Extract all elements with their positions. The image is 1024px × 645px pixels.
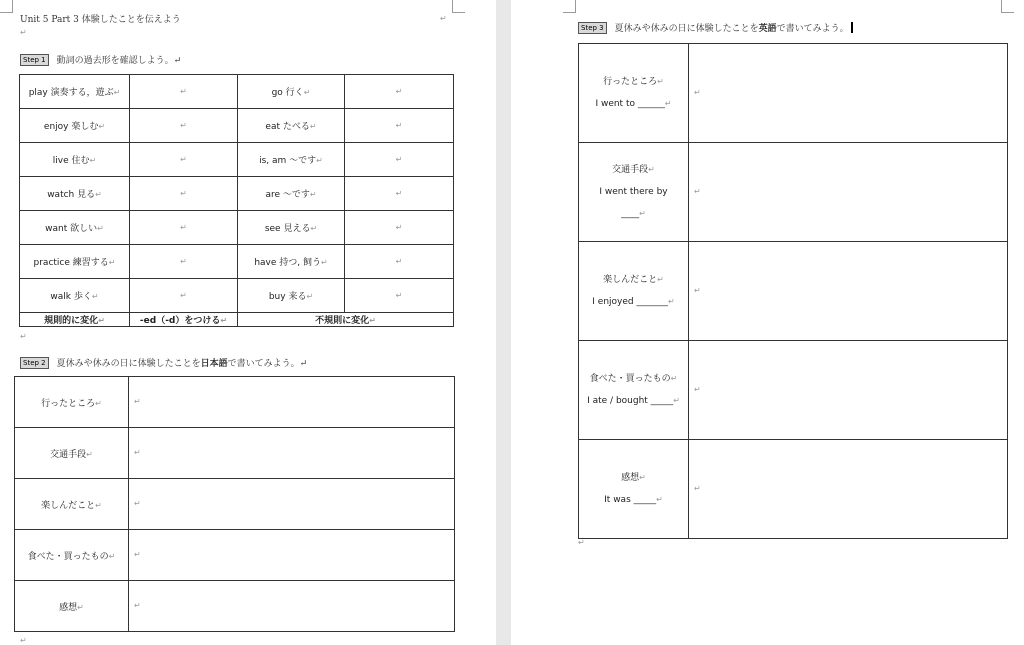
verb-cell	[20, 177, 130, 211]
verb-label: see 見える	[264, 224, 311, 234]
document-page-left[interactable]	[0, 0, 496, 645]
verb-label: is, am ～です	[259, 156, 317, 166]
japanese-experience-table	[14, 376, 455, 632]
experience-label: 行ったところ	[41, 398, 96, 409]
english-label-lines	[579, 467, 688, 511]
cell-mark: ↵	[95, 500, 102, 510]
english-answer-cell[interactable]	[689, 143, 1008, 242]
cell-mark: ↵	[306, 292, 314, 301]
irregular-label-text: 不規則に変化	[315, 316, 370, 326]
step3-badge: Step 3	[578, 22, 607, 34]
step2-heading	[20, 356, 307, 369]
cell-mark: ↵	[694, 385, 701, 394]
english-label-lines	[579, 159, 688, 225]
cell-mark: ↵	[134, 448, 141, 457]
past-form-cell[interactable]	[345, 143, 454, 177]
verb-cell	[238, 177, 345, 211]
cell-mark: ↵	[694, 88, 701, 97]
english-row	[579, 44, 1008, 143]
cell-mark: ↵	[180, 154, 187, 164]
japanese-label: 行ったところ	[603, 77, 658, 87]
cell-mark: ↵	[95, 398, 102, 408]
japanese-label: 楽しんだこと	[603, 275, 658, 285]
verb-cell	[238, 279, 345, 313]
verb-cell	[238, 109, 345, 143]
cell-mark: ↵	[180, 256, 187, 266]
cell-mark: ↵	[134, 397, 141, 406]
page-corner-mark	[1001, 0, 1014, 13]
experience-label: 感想	[59, 602, 78, 613]
cell-mark: ↵	[309, 122, 317, 131]
experience-label-cell	[15, 530, 129, 581]
rule-label-text: -ed（-d）をつける	[139, 316, 221, 326]
english-answer-cell[interactable]	[689, 242, 1008, 341]
past-form-cell[interactable]	[130, 279, 238, 313]
step3-instruction-bold: 英語	[758, 24, 777, 34]
document-page-right[interactable]	[511, 0, 1024, 645]
past-form-cell[interactable]	[130, 109, 238, 143]
regular-change-label	[20, 313, 130, 327]
verb-label: live 住む	[52, 156, 90, 166]
cell-mark: ↵	[670, 374, 678, 383]
cell-mark: ↵	[108, 551, 116, 561]
cell-mark: ↵	[309, 190, 317, 199]
verb-label: enjoy 楽しむ	[43, 122, 99, 132]
experience-label-cell	[15, 377, 129, 428]
past-form-cell[interactable]	[130, 143, 238, 177]
verb-cell	[238, 75, 345, 109]
cell-mark: ↵	[657, 275, 664, 284]
step3-instruction-post: で書いてみよう。	[776, 24, 849, 34]
english-answer-cell[interactable]	[689, 341, 1008, 440]
english-label-cell	[579, 341, 689, 440]
verb-label: are ～です	[265, 190, 310, 200]
regular-label-text: 規則的に変化	[44, 316, 99, 326]
step3-instruction-pre: 夏休みや休みの日に体験したことを	[614, 24, 759, 34]
english-answer-cell[interactable]	[689, 44, 1008, 143]
verb-cell	[20, 143, 130, 177]
cell-mark: ↵	[134, 550, 141, 559]
cell-mark: ↵	[395, 256, 403, 266]
paragraph-mark: ↵	[20, 28, 27, 37]
cell-mark: ↵	[98, 316, 105, 325]
english-label-cell	[579, 44, 689, 143]
past-form-cell[interactable]	[130, 211, 238, 245]
experience-row	[15, 428, 455, 479]
experience-answer-cell[interactable]	[129, 581, 455, 632]
cell-mark: ↵	[180, 120, 187, 130]
cell-mark: ↵	[95, 190, 102, 199]
verb-label: eat たべる	[265, 122, 310, 132]
english-prompt-blank: ____	[621, 209, 640, 219]
english-label-cell	[579, 242, 689, 341]
cell-mark: ↵	[395, 86, 403, 96]
experience-answer-cell[interactable]	[129, 377, 455, 428]
verb-cell	[20, 211, 130, 245]
verb-label: want 欲しい	[45, 224, 98, 234]
past-form-cell[interactable]	[130, 245, 238, 279]
verb-row	[20, 109, 454, 143]
english-label-lines	[579, 368, 688, 412]
cell-mark: ↵	[656, 495, 663, 504]
past-form-cell[interactable]	[345, 211, 454, 245]
english-label-cell	[579, 143, 689, 242]
step1-instruction: 動詞の過去形を確認しよう。↵	[56, 56, 182, 66]
verb-label: watch 見る	[47, 190, 96, 200]
cell-mark: ↵	[316, 156, 323, 165]
english-experience-table	[578, 43, 1008, 539]
page-gap	[496, 0, 511, 645]
verb-label: practice 練習する	[33, 258, 109, 268]
cell-mark: ↵	[395, 290, 403, 300]
verb-row	[20, 177, 454, 211]
verb-cell	[20, 75, 130, 109]
english-prompt: I ate / bought _____	[587, 396, 674, 406]
unit-title: Unit 5 Part 3 体験したことを伝えよう	[20, 15, 181, 25]
step1-badge: Step 1	[20, 54, 49, 66]
step2-instruction-post: で書いてみよう。↵	[227, 359, 308, 369]
verb-label: go 行く	[271, 88, 304, 98]
cell-mark: ↵	[664, 99, 672, 108]
paragraph-mark: ↵	[578, 538, 585, 547]
cell-mark: ↵	[108, 258, 116, 267]
experience-label-cell	[15, 428, 129, 479]
experience-answer-cell[interactable]	[129, 479, 455, 530]
experience-row	[15, 530, 455, 581]
english-prompt: I went to ______	[595, 99, 665, 109]
past-form-cell[interactable]	[130, 75, 238, 109]
verb-cell	[238, 211, 345, 245]
cell-mark: ↵	[86, 449, 93, 459]
cell-mark: ↵	[310, 224, 318, 233]
cell-mark: ↵	[395, 222, 403, 232]
english-row	[579, 143, 1008, 242]
experience-answer-cell[interactable]	[129, 530, 455, 581]
verb-cell	[20, 279, 130, 313]
japanese-label: 食べた・買ったもの	[589, 374, 671, 384]
past-form-cell[interactable]	[345, 109, 454, 143]
english-answer-cell[interactable]	[689, 440, 1008, 539]
step1-heading	[20, 53, 181, 66]
past-form-cell[interactable]	[345, 177, 454, 211]
verb-label: buy 来る	[268, 292, 307, 302]
verb-cell	[20, 245, 130, 279]
japanese-label: 交通手段	[612, 165, 649, 175]
experience-label-cell	[15, 479, 129, 530]
cell-mark: ↵	[91, 292, 99, 301]
english-prompt: It was _____	[604, 495, 657, 505]
cell-mark: ↵	[180, 290, 187, 300]
cell-mark: ↵	[134, 601, 141, 610]
english-label-lines	[579, 71, 688, 115]
verb-row	[20, 245, 454, 279]
verb-row	[20, 211, 454, 245]
regular-rule-label	[130, 313, 238, 327]
paragraph-mark: ↵	[20, 636, 27, 645]
english-prompt: I went there by	[599, 187, 668, 197]
cell-mark: ↵	[220, 316, 228, 325]
cell-mark: ↵	[648, 165, 655, 174]
cell-mark: ↵	[77, 602, 84, 612]
cell-mark: ↵	[694, 187, 701, 196]
verb-label: walk 歩く	[50, 292, 92, 302]
cell-mark: ↵	[98, 122, 106, 131]
experience-label: 交通手段	[50, 449, 87, 460]
cell-mark: ↵	[668, 297, 675, 306]
verb-footer-row	[20, 313, 454, 327]
english-prompt: I enjoyed _______	[592, 297, 668, 307]
cell-mark: ↵	[320, 258, 328, 267]
experience-label: 楽しんだこと	[41, 500, 96, 511]
verb-row	[20, 75, 454, 109]
cell-mark: ↵	[180, 188, 187, 198]
english-label-lines	[579, 269, 688, 313]
cell-mark: ↵	[97, 224, 104, 233]
step2-badge: Step 2	[20, 357, 49, 369]
cell-mark: ↵	[395, 154, 403, 164]
english-row	[579, 242, 1008, 341]
experience-answer-cell[interactable]	[129, 428, 455, 479]
verb-row	[20, 143, 454, 177]
irregular-change-label	[238, 313, 454, 327]
verb-row	[20, 279, 454, 313]
cell-mark: ↵	[180, 222, 187, 232]
cell-mark: ↵	[395, 120, 403, 130]
japanese-label: 感想	[621, 473, 640, 483]
cell-mark: ↵	[303, 88, 311, 97]
experience-row	[15, 581, 455, 632]
cell-mark: ↵	[113, 88, 121, 97]
page-corner-mark	[563, 0, 576, 13]
cell-mark: ↵	[134, 499, 141, 508]
past-form-cell[interactable]	[130, 177, 238, 211]
step3-heading	[578, 21, 853, 34]
cell-mark: ↵	[657, 77, 664, 86]
cell-mark: ↵	[694, 286, 701, 295]
verb-cell	[238, 143, 345, 177]
experience-row	[15, 377, 455, 428]
verb-cell	[238, 245, 345, 279]
text-cursor	[851, 22, 853, 33]
cell-mark: ↵	[89, 156, 97, 165]
english-row	[579, 440, 1008, 539]
paragraph-mark: ↵	[440, 14, 447, 23]
experience-row	[15, 479, 455, 530]
verb-cell	[20, 109, 130, 143]
paragraph-mark: ↵	[20, 332, 27, 341]
cell-mark: ↵	[639, 473, 646, 482]
verb-label: have 持つ, 飼う	[254, 258, 321, 268]
experience-label: 食べた・買ったもの	[27, 551, 109, 562]
cell-mark: ↵	[639, 209, 646, 218]
step2-instruction-bold: 日本語	[200, 359, 228, 369]
english-row	[579, 341, 1008, 440]
past-form-cell[interactable]	[345, 245, 454, 279]
cell-mark: ↵	[180, 86, 187, 96]
verb-table	[19, 74, 454, 327]
cell-mark: ↵	[694, 484, 701, 493]
cell-mark: ↵	[395, 188, 403, 198]
past-form-cell[interactable]	[345, 279, 454, 313]
past-form-cell[interactable]	[345, 75, 454, 109]
verb-label: play 演奏する，遊ぶ	[28, 88, 114, 98]
english-label-cell	[579, 440, 689, 539]
cell-mark: ↵	[673, 396, 680, 405]
page-corner-mark	[0, 0, 13, 13]
page-corner-mark	[452, 0, 465, 13]
experience-label-cell	[15, 581, 129, 632]
cell-mark: ↵	[369, 316, 376, 325]
step2-instruction-pre: 夏休みや休みの日に体験したことを	[56, 359, 201, 369]
